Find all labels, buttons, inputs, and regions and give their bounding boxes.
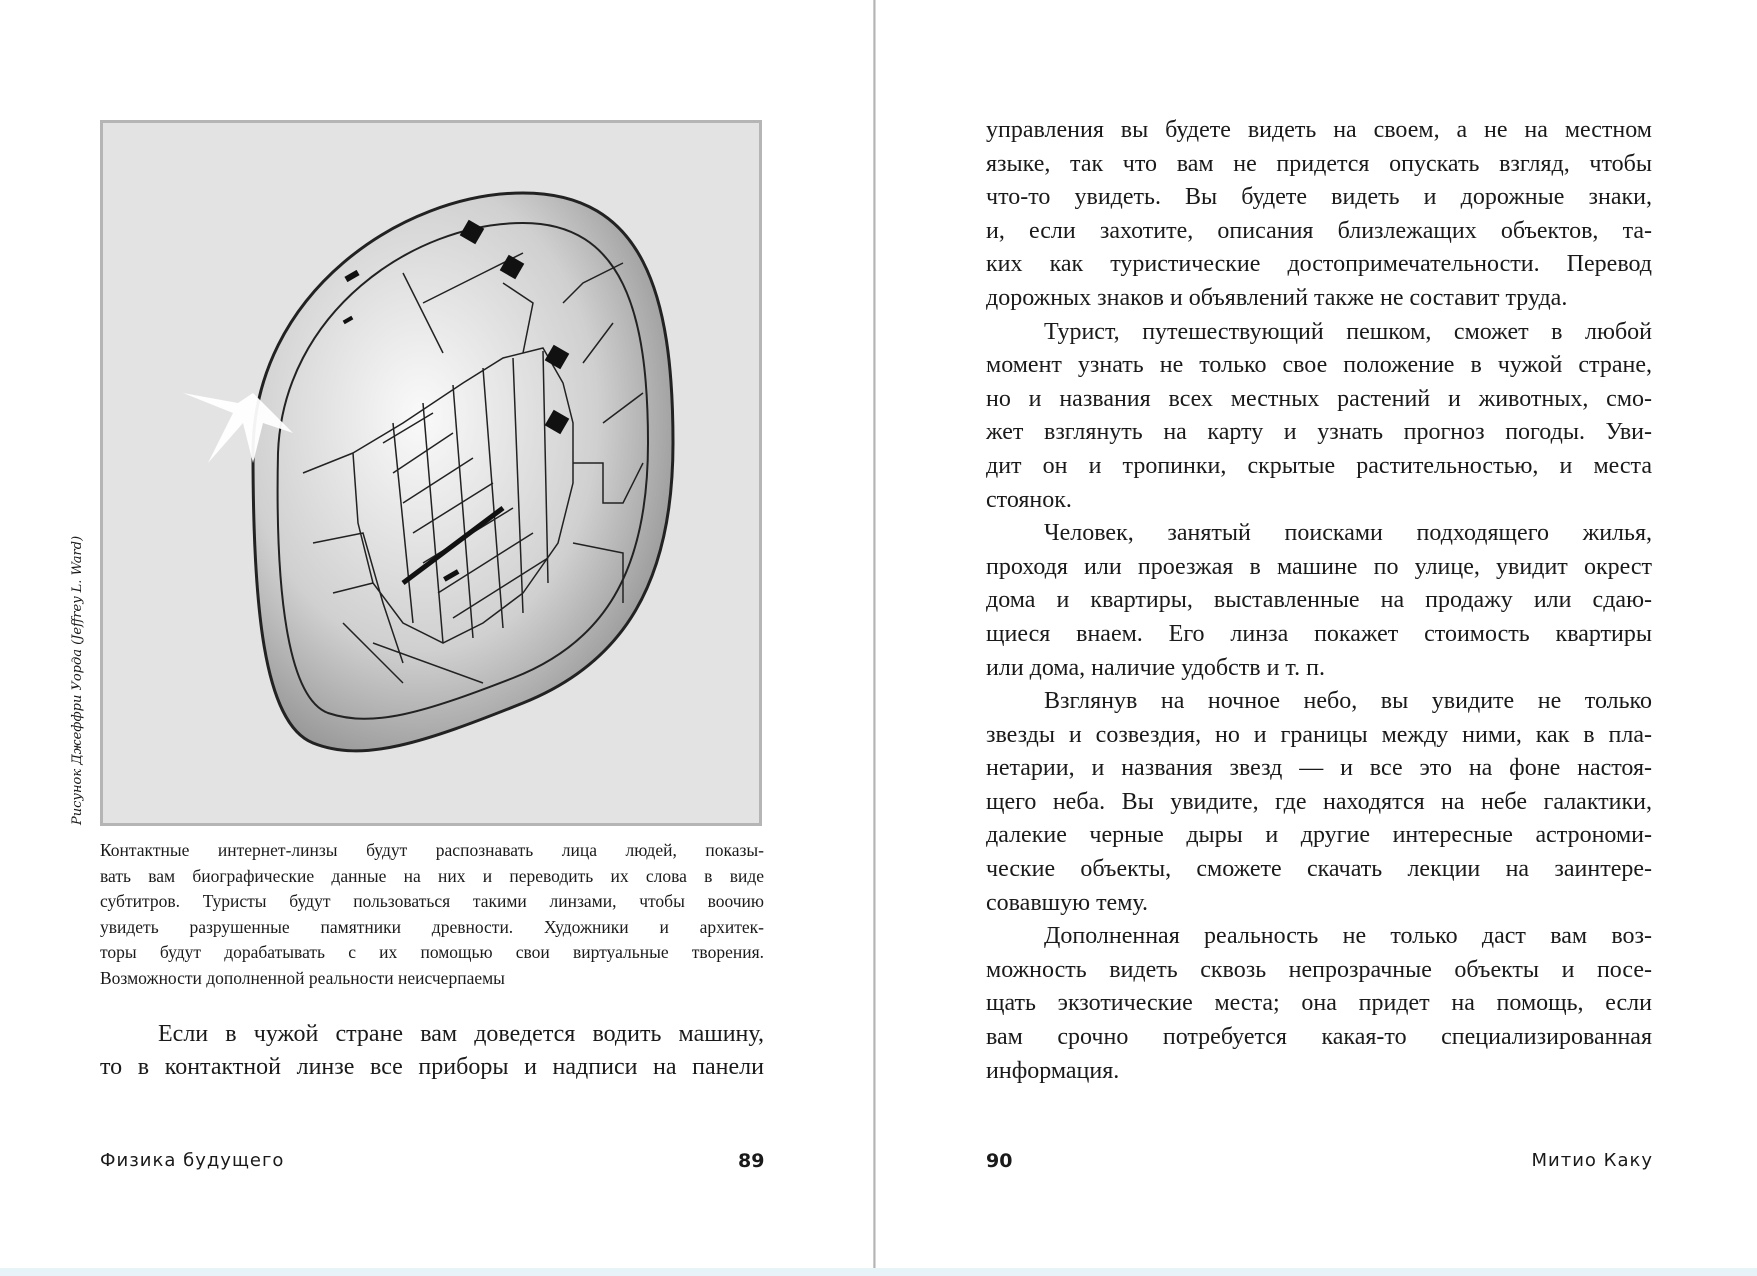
text-line: или дома, наличие удобств и т. п. [986,654,1325,681]
text-line: Если в чужой стране вам доведется водить машину, [158,1021,764,1047]
text-line: далекие черные дыры и другие интересные астрономи- [986,822,1652,849]
text-line: что-то увидеть. Вы будете видеть и дорожные знаки, [986,184,1652,211]
text-line: субтитров. Туристы будут пользоваться такими линзами, чтобы воочию [100,891,764,911]
bottom-edge [0,1268,1757,1276]
text-line: щего неба. Вы увидите, где находятся на небе галактики, [986,788,1652,815]
text-line: Человек, занятый поисками подходящего жилья, [1044,520,1652,547]
text-line: можность видеть сквозь непрозрачные объекты и посе- [986,956,1652,983]
footer-author: Митио Каку [1531,1150,1653,1171]
text-line: стоянок. [986,486,1072,513]
text-line: Контактные интернет-линзы будут распознавать лица людей, показы- [100,840,764,860]
contact-lens-illustration [100,120,762,826]
text-line: вать вам биографические данные на них и переводить их слова в виде [100,865,764,886]
text-line: то в контактной линзе все приборы и надписи на панели [100,1054,764,1080]
text-line: Взглянув на ночное небо, вы увидите не только [1044,688,1652,715]
page-spine [873,0,876,1276]
text-line: вам срочно потребуется какая-то специализированная [986,1024,1652,1051]
left-page-body [100,1018,764,1084]
text-line: совавшую тему. [986,889,1148,916]
text-line: звезды и созвездия, но и границы между ними, как в пла- [986,721,1652,748]
right-page-body [986,114,1652,1088]
text-line: ческие объекты, сможете скачать лекции на заинтере- [986,856,1652,883]
text-line: и, если захотите, описания близлежащих объектов, та- [986,217,1652,244]
text-line: ких как туристические достопримечательности. Перевод [986,251,1652,278]
text-line: увидеть разрушенные памятники древности. Художники и архитек- [100,916,764,937]
text-line: дорожных знаков и объявлений также не составит труда. [986,284,1568,311]
figure-caption [100,838,764,991]
text-line: Возможности дополненной реальности неисчерпаемы [100,967,505,988]
text-line: дома и квартиры, выставленные на продажу или сдаю- [986,587,1652,614]
text-line: Дополненная реальность не только даст вам воз- [1044,923,1652,950]
text-line: жет взглянуть на карту и узнать прогноз погоды. Уви- [986,419,1652,446]
text-line: языке, так что вам не придется опускать взгляд, чтобы [986,150,1652,177]
text-line: щиеся внаем. Его линза покажет стоимость квартиры [986,620,1652,647]
page-number-right: 90 [986,1150,1013,1172]
page-number-left: 89 [738,1150,765,1172]
footer-book-title: Физика будущего [100,1150,285,1171]
text-line: проходя или проезжая в машине по улице, увидит окрест [986,553,1652,580]
text-line: информация. [986,1057,1120,1084]
text-line: управления вы будете видеть на своем, а не на местном [986,117,1652,143]
text-line: момент узнать не только свое положение в чужой стране, [986,352,1652,379]
text-line: но и названия всех местных растений и животных, смо- [986,385,1652,412]
text-line: торы будут дорабатывать с их помощью свои виртуальные творения. [100,942,764,962]
text-line: нетарии, и названия звезд — и все это на фоне настоя- [986,755,1652,782]
text-line: щать экзотические места; она придет на помощь, если [986,990,1652,1017]
text-line: дит он и тропинки, скрытые растительностью, и места [986,452,1652,479]
text-line: Турист, путешествующий пешком, сможет в любой [1044,318,1652,345]
figure-credit: Рисунок Джеффри Уорда (Jeffrey L. Ward) [70,535,85,825]
